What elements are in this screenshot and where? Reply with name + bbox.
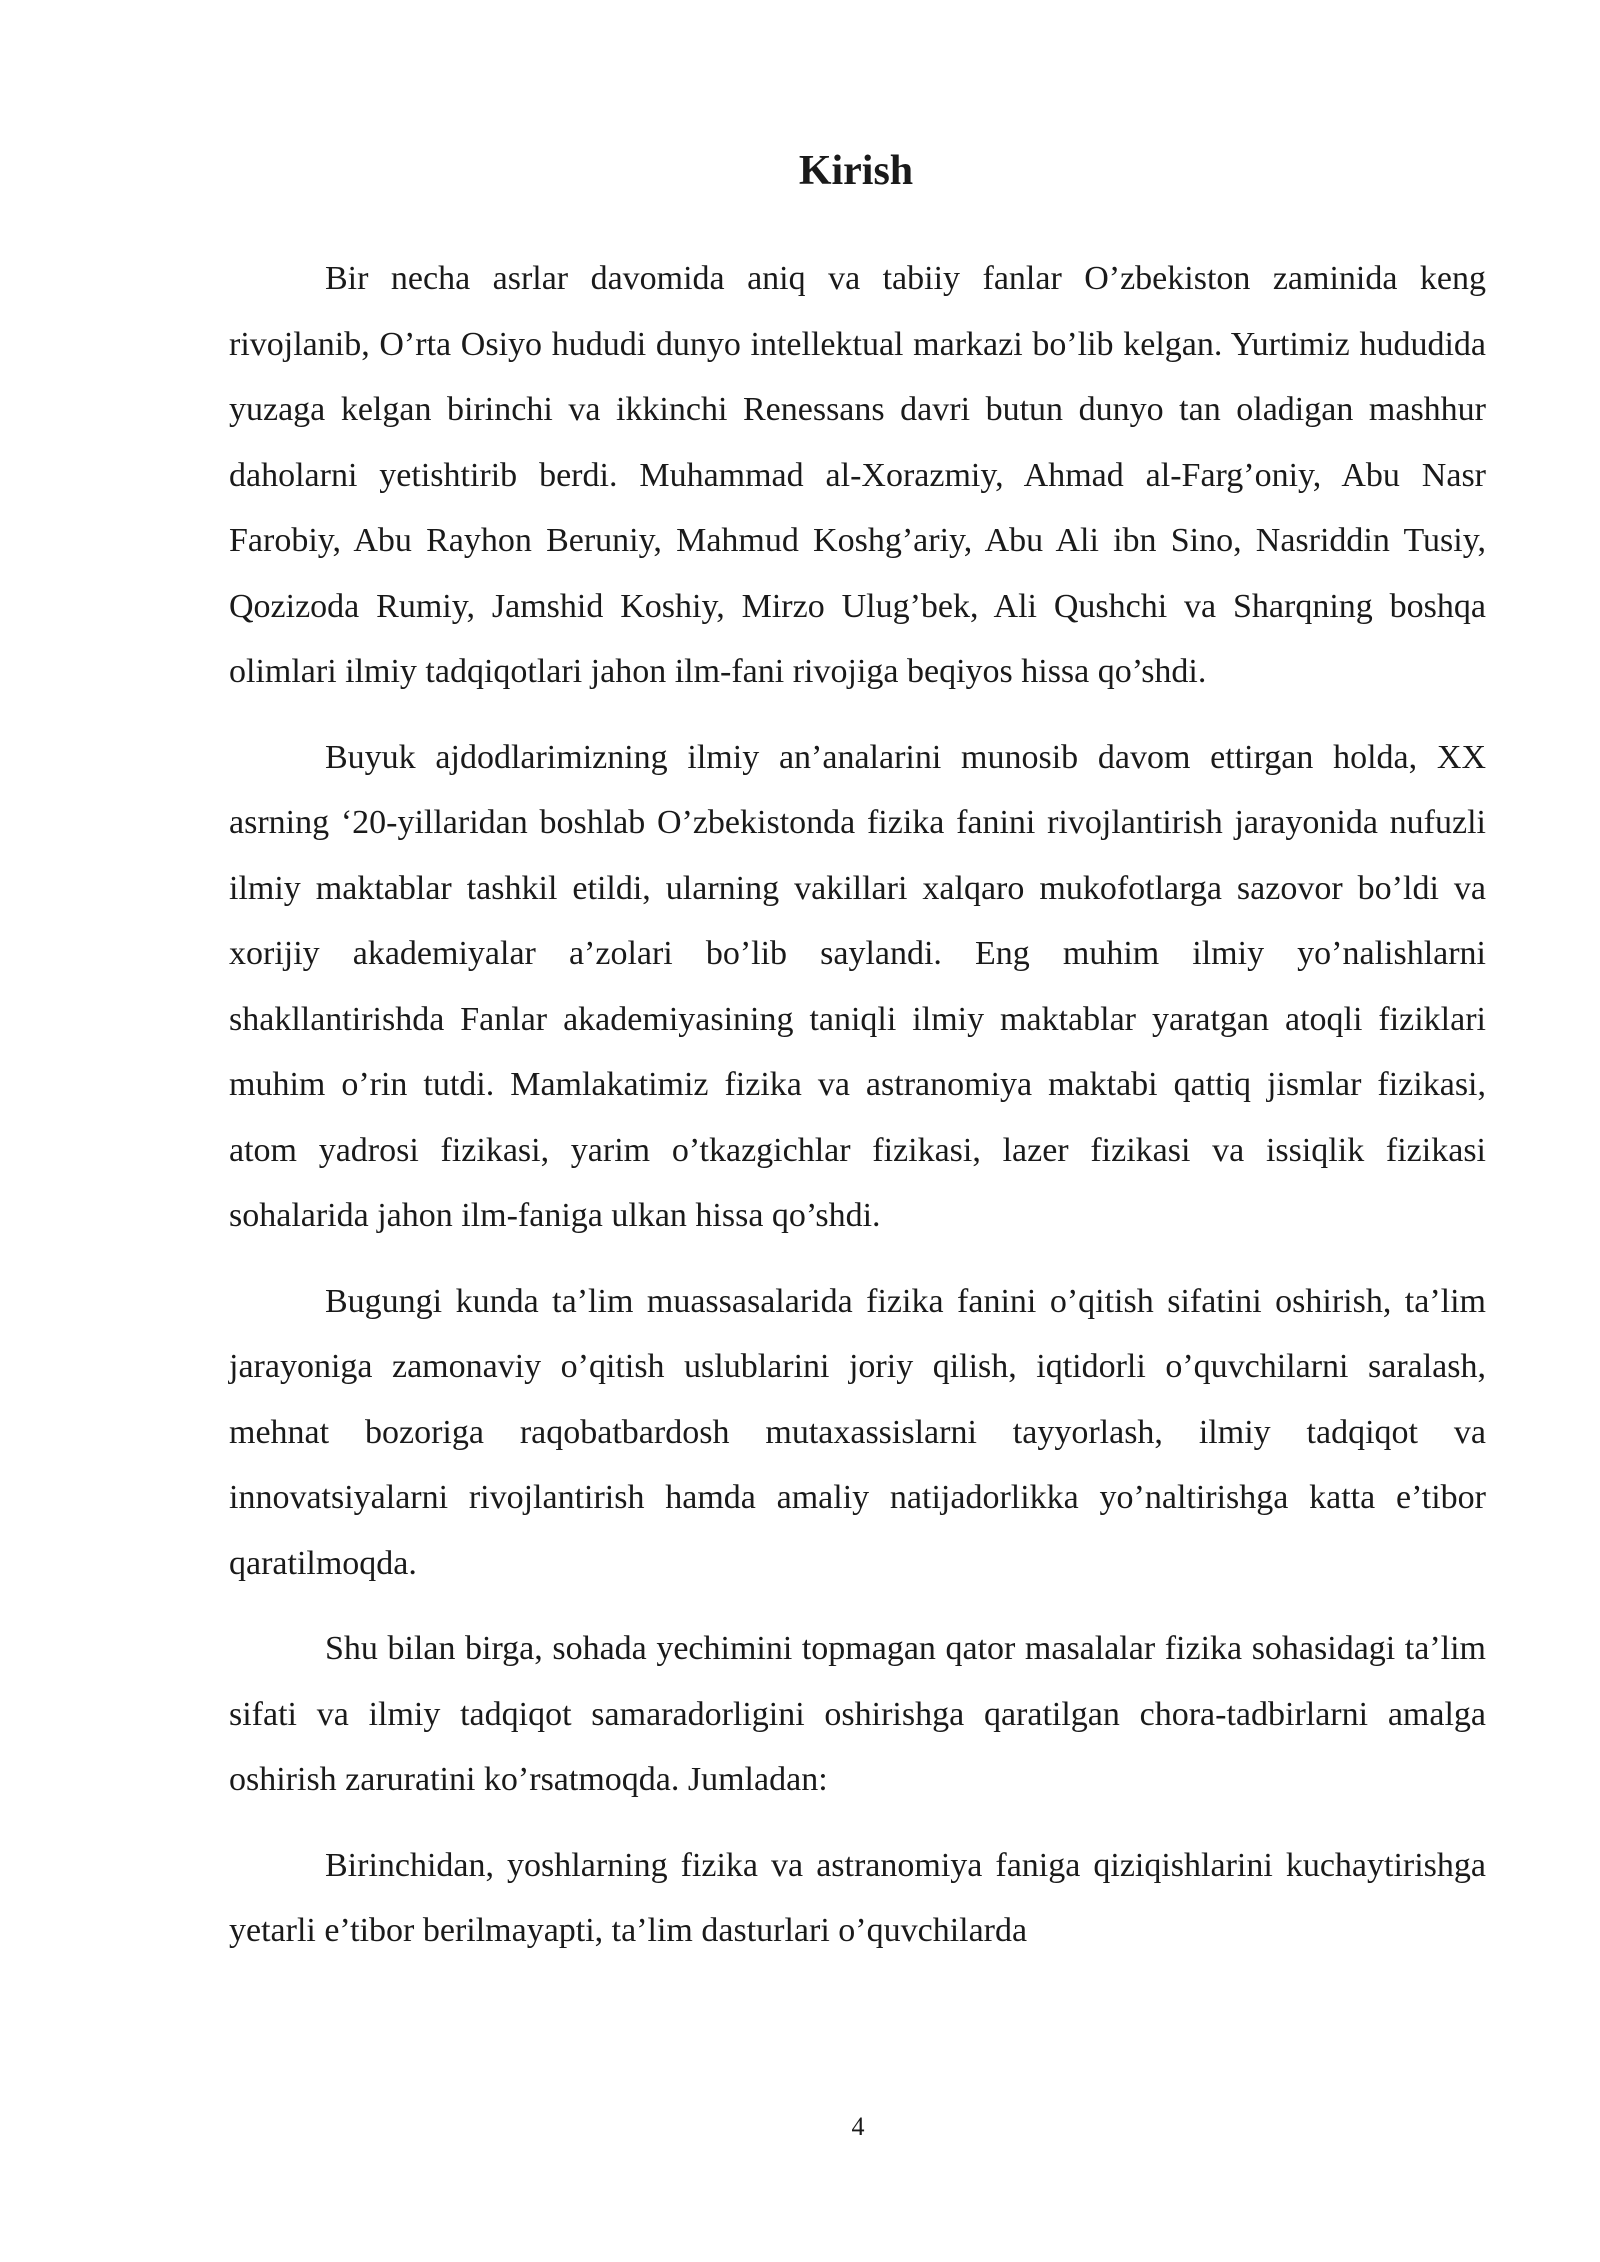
paragraph-4: Shu bilan birga, sohada yechimini topmagan qator masalalar fizika sohasidagi ta’lim sifati va ilmiy tadqiqot samaradorligini oshirishga qaratilgan chora-tadbirlarni amalga oshirish zaruratini ko’rsatmoqda. Jumladan: xyxy=(229,1630,1486,1798)
paragraph-3: Bugungi kunda ta’lim muassasalarida fizika fanini o’qitish sifatini oshirish, ta’lim jarayoniga zamonaviy o’qitish uslublarini joriy qilish, iqtidorli o’quvchilarni saralash, mehnat bozoriga raqobatbardosh mutaxassislarni tayyorlash, ilmiy tadqiqot va innovatsiyalarni rivojlantirish hamda amaliy natijadorlikka yo’naltirishga katta e’tibor qaratilmoqda. xyxy=(229,1282,1486,1582)
body-text xyxy=(229,246,1486,1984)
paragraph-5: Birinchidan, yoshlarning fizika va astranomiya faniga qiziqishlarini kuchaytirishga yetarli e’tibor berilmayapti, ta’lim dasturlari o’quvchilarda xyxy=(229,1846,1486,1949)
page-number: 4 xyxy=(851,2112,865,2141)
paragraph-1: Bir necha asrlar davomida aniq va tabiiy fanlar O’zbekiston zaminida keng rivojlanib, O’rta Osiyo hududi dunyo intellektual markazi bo’lib kelgan. Yurtimiz hududida yuzaga kelgan birinchi va ikkinchi Renessans davri butun dunyo tan oladigan mashhur daholarni yetishtirib berdi. Muhammad al-Xorazmiy, Ahmad al-Farg’oniy, Abu Nasr Farobiy, Abu Rayhon Beruniy, Mahmud Koshg’ariy, Abu Ali ibn Sino, Nasriddin Tusiy, Qozizoda Rumiy, Jamshid Koshiy, Mirzo Ulug’bek, Ali Qushchi va Sharqning boshqa olimlari ilmiy tadqiqotlari jahon ilm-fani rivojiga beqiyos hissa qo’shdi. xyxy=(229,260,1486,690)
paragraph-2: Buyuk ajdodlarimizning ilmiy an’analarini munosib davom ettirgan holda, XX asrning ‘20-yillaridan boshlab O’zbekistonda fizika fanini rivojlantirish jarayonida nufuzli ilmiy maktablar tashkil etildi, ularning vakillari xalqaro mukofotlarga sazovor bo’ldi va xorijiy akademiyalar a’zolari bo’lib saylandi. Eng muhim ilmiy yo’nalishlarni shakllantirishda Fanlar akademiyasining taniqli ilmiy maktablar yaratgan atoqli fiziklari muhim o’rin tutdi. Mamlakatimiz fizika va astranomiya maktabi qattiq jismlar fizikasi, atom yadrosi fizikasi, yarim o’tkazgichlar fizikasi, lazer fizikasi va issiqlik fizikasi sohalarida jahon ilm-faniga ulkan hissa qo’shdi. xyxy=(229,738,1486,1234)
page-title: Kirish xyxy=(798,148,914,194)
